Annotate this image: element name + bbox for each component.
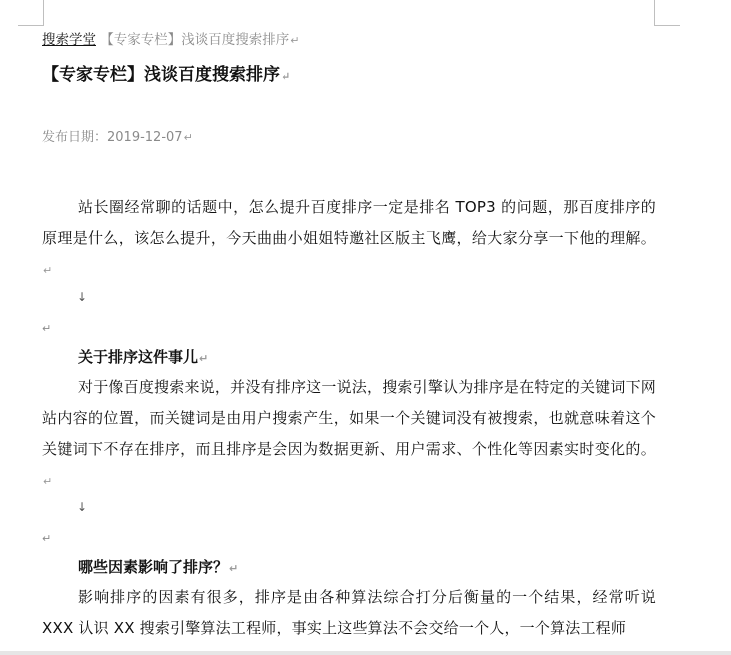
paragraph-text: 站长圈经常聊的话题中，怎么提升百度排序一定是排名 TOP3 的问题，那百度排序的原理是什么，该怎么提升，今天曲曲小姐姐特邀社区版主飞鹰，给大家分享一下他的理解。 xyxy=(42,198,656,247)
header-title: 【专家专栏】浅谈百度搜索排序 xyxy=(100,32,290,48)
line-break-mark: ↓ xyxy=(77,500,88,514)
crop-mark-top-right xyxy=(654,0,655,25)
paragraph-mark: ↵ xyxy=(183,131,193,144)
article-title-text: 【专家专栏】浅谈百度搜索排序 xyxy=(42,65,280,85)
paragraph-factors xyxy=(42,582,656,644)
paragraph-mark: ↵ xyxy=(290,34,300,47)
empty-paragraph-mark: ↵ xyxy=(42,322,52,335)
paragraph-mark: ↵ xyxy=(199,352,209,365)
paragraph-mark: ↵ xyxy=(229,562,239,575)
section-heading-text: 关于排序这件事儿 xyxy=(78,348,199,366)
section-heading xyxy=(78,555,238,581)
paragraph-mark: ↵ xyxy=(43,264,53,277)
page-header xyxy=(42,31,300,50)
page-bottom-edge xyxy=(0,651,731,655)
paragraph-ranking xyxy=(42,372,656,497)
site-link[interactable]: 搜索学堂 xyxy=(42,32,96,48)
paragraph-mark: ↵ xyxy=(43,475,53,488)
paragraph-mark: ↵ xyxy=(281,70,291,83)
article-title xyxy=(42,62,290,90)
publish-date xyxy=(42,128,193,148)
empty-paragraph-mark: ↵ xyxy=(42,532,52,545)
paragraph-text: 影响排序的因素有很多，排序是由各种算法综合打分后衡量的一个结果，经常听说 XXX 认识 XX 搜索引擎算法工程师，事实上这些算法不会交给一个人，一个算法工程师 xyxy=(42,588,656,637)
section-heading-text: 哪些因素影响了排序？ xyxy=(78,558,229,576)
line-break-mark: ↓ xyxy=(77,290,88,304)
publish-date-text: 发布日期：2019-12-07 xyxy=(42,130,183,145)
section-heading xyxy=(78,345,208,371)
crop-mark-top-left xyxy=(43,0,44,25)
crop-mark-top-right-h xyxy=(654,25,680,26)
paragraph-text: 对于像百度搜索来说，并没有排序这一说法，搜索引擎认为排序是在特定的关键词下网站内容的位置，而关键词是由用户搜索产生，如果一个关键词没有被搜索，也就意味着这个关键词下不存在排序，而且排序是会因为数据更新、用户需求、个性化等因素实时变化的。 xyxy=(42,378,656,458)
paragraph-intro xyxy=(42,192,656,286)
crop-mark-top-left-h xyxy=(18,25,44,26)
